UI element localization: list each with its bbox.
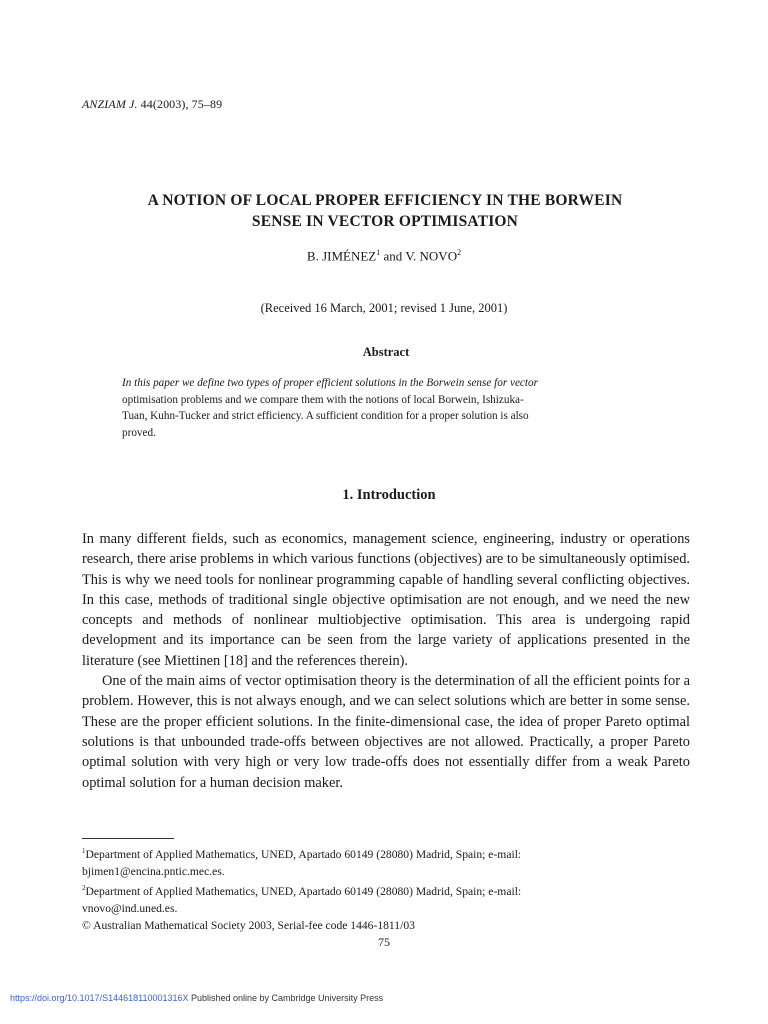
paper-title (60, 190, 710, 232)
doi-link[interactable]: https://doi.org/10.1017/S144618110001316X (10, 993, 189, 1003)
footnote-1-mark: 1 (82, 847, 86, 855)
footnote-1-line-1 (82, 843, 682, 864)
footnotes (82, 843, 682, 935)
footnote-2-email: vnovo@ind.uned.es. (82, 902, 178, 916)
footnote-2-affiliation: Department of Applied Mathematics, UNED, Apartado 60149 (28080) Madrid, Spain; e-mail: (85, 885, 522, 899)
introduction-body (82, 529, 690, 793)
publisher-note: Published online by Cambridge University Press (188, 993, 384, 1003)
introduction-paragraph-1: In many different fields, such as economics, management science, engineering, industry or operations research, there arise problems in which various functions (objectives) are to be simultaneously optimised. This is why we need tools for nonlinear programming capable of handling several conflicting objectives. In this case, methods of traditional single objective optimisation are not enough, and we need the new concepts and methods of nonlinear multiobjective optimisation. This area is undergoing rapid development and its importance can be seen from the large variety of applications presented in the literature (see Miettinen [18] and the references therein). (82, 531, 690, 669)
abstract-line-3: Tuan, Kuhn-Tucker and strict efficiency. A sufficient condition for a proper solution is also (122, 410, 529, 422)
footnote-2-mark: 2 (82, 884, 86, 893)
journal-reference (82, 97, 222, 112)
received-dates: (Received 16 March, 2001; revised 1 June, 2001) (260, 301, 508, 315)
introduction-paragraph-2: One of the main aims of vector optimisation theory is the determination of all the efficient points for a problem. However, this is not always enough, and we can select solutions which are better in some sense. These are the proper efficient solutions. In the finite-dimensional case, the idea of proper Pareto optimal solutions is that unbounded trade-offs between objectives are not allowed. Practically, a proper Pareto optimal solution with very high or very low trade-offs does not essentially differ from a weak Pareto optimal solution for a human decision maker. (82, 673, 690, 791)
abstract-line-4: proved. (122, 426, 156, 439)
footnote-divider (82, 838, 174, 839)
footnote-2-line-1 (82, 880, 682, 901)
abstract-line-2: optimisation problems and we compare them with the notions of local Borwein, Ishizuka- (122, 393, 524, 406)
journal-name: ANZIAM J. (82, 97, 138, 111)
author-2: V. NOVO (405, 248, 458, 264)
section-heading-introduction: 1. Introduction (342, 487, 436, 503)
abstract-body (122, 375, 652, 441)
paper-title-line-1: A NOTION OF LOCAL PROPER EFFICIENCY IN THE BORWEIN (147, 192, 623, 209)
abstract-line-1: In this paper we define two types of proper efficient solutions in the Borwein sense for vector (122, 377, 538, 389)
abstract-heading: Abstract (362, 345, 410, 359)
author-conjunction: and (380, 248, 406, 264)
page-number: 75 (378, 935, 390, 949)
copyright-notice: © Australian Mathematical Society 2003, Serial-fee code 1446-1811/03 (82, 918, 415, 932)
author-2-footnote-mark: 2 (457, 248, 462, 257)
journal-volume-pages: 44(2003), 75–89 (140, 97, 223, 111)
author-1: B. JIMÉNEZ (306, 248, 377, 264)
author-list (0, 248, 768, 264)
footnote-1-email: bjimen1@encina.pntic.mec.es. (82, 864, 225, 878)
doi-footer (10, 993, 383, 1003)
footnote-1-affiliation: Department of Applied Mathematics, UNED, Apartado 60149 (28080) Madrid, Spain; e-mail: (85, 847, 522, 861)
author-1-footnote-mark: 1 (376, 248, 381, 257)
paper-title-line-2: SENSE IN VECTOR OPTIMISATION (251, 213, 519, 230)
